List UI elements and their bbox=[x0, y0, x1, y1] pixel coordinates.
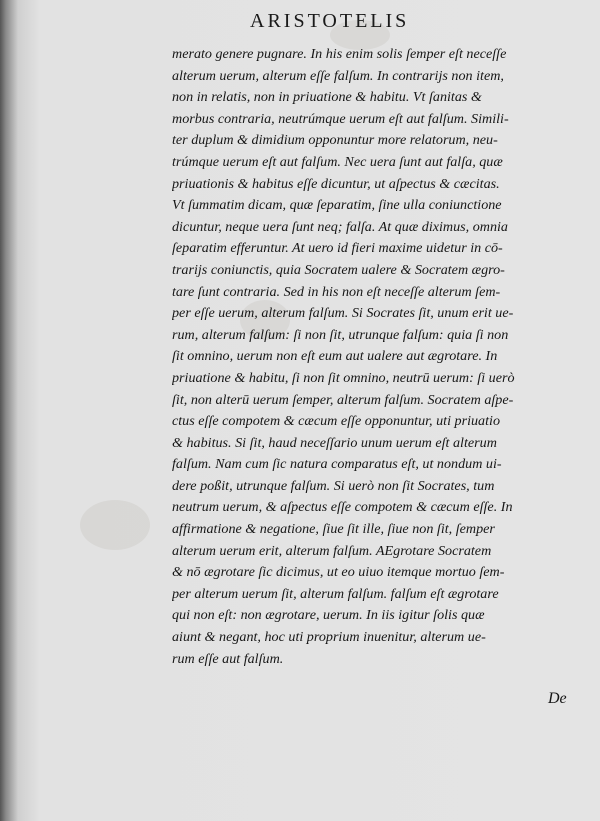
text-line: trúmque uerum eſt aut falſum. Nec uera ſunt aut falſa, quæ bbox=[172, 153, 503, 170]
text-line: aiunt & negant, hoc uti proprium inuenitur, alterum ue- bbox=[172, 629, 486, 646]
text-line: Vt ſummatim dicam, quæ ſeparatim, ſine ulla coniunctione bbox=[172, 197, 502, 214]
catchword: De bbox=[548, 690, 567, 707]
text-line: per eſſe uerum, alterum falſum. Si Socrates ſit, unum erit ue- bbox=[172, 305, 514, 322]
text-line: tare ſunt contraria. Sed in his non eſt neceſſe alterum ſem- bbox=[172, 283, 501, 300]
text-line: alterum uerum, alterum eſſe falſum. In contrarijs non item, bbox=[172, 67, 504, 84]
text-line: alterum uerum erit, alterum falſum. AEgrotare Socratem bbox=[172, 542, 492, 559]
text-line: ſit omnino, uerum non eſt eum aut ualere aut ægrotare. In bbox=[172, 348, 498, 365]
text-line: per alterum uerum ſit, alterum falſum. falſum eſt ægrotare bbox=[172, 585, 499, 602]
text-line: & nō ægrotare ſic dicimus, ut eo uiuo itemque mortuo ſem- bbox=[172, 564, 505, 581]
text-line: merato genere pugnare. In his enim solis ſemper eſt neceſſe bbox=[172, 46, 507, 62]
text-line: rum eſſe aut falſum. bbox=[172, 650, 284, 667]
text-line: morbus contraria, neutrúmque uerum eſt aut falſum. Simili- bbox=[172, 110, 509, 127]
text-line: non in relatis, non in priuatione & habitu. Vt ſanitas & bbox=[172, 89, 482, 106]
text-line: priuationis & habitus eſſe dicuntur, ut aſpectus & cæcitas. bbox=[172, 175, 500, 192]
text-line: priuatione & habitu, ſi non ſit omnino, neutrū uerum: ſi uerò bbox=[172, 369, 515, 386]
text-line: dere poßit, utrunque falſum. Si uerò non ſit Socrates, tum bbox=[172, 477, 495, 494]
text-line: neutrum uerum, & aſpectus eſſe compotem & cæcum eſſe. In bbox=[172, 499, 513, 516]
text-line: qui non eſt: non ægrotare, uerum. In iis igitur ſolis quæ bbox=[172, 607, 485, 624]
text-line: falſum. Nam cum ſic natura comparatus eſt, ut nondum ui- bbox=[172, 456, 502, 473]
text-line: dicuntur, neque uera ſunt neq; falſa. At quæ diximus, omnia bbox=[172, 218, 508, 235]
text-line: rum, alterum falſum: ſi non ſit, utrunque falſum: quia ſi non bbox=[172, 326, 509, 343]
text-line: trarijs coniunctis, quia Socratem ualere & Socratem ægro- bbox=[172, 261, 505, 278]
text-line: ſeparatim efferuntur. At uero id fieri maxime uidetur in cō- bbox=[172, 240, 503, 257]
paper-stain bbox=[80, 500, 150, 550]
text-line: ſit, non alterū uerum ſemper, alterum falſum. Socratem aſpe- bbox=[172, 391, 514, 408]
text-line: ter duplum & dimidium opponuntur more relatorum, neu- bbox=[172, 132, 498, 149]
text-line: ctus eſſe compotem & cæcum eſſe opponuntur, uti priuatio bbox=[172, 413, 500, 430]
text-line: & habitus. Si ſit, haud neceſſario unum uerum eſt alterum bbox=[172, 434, 497, 451]
running-header: ARISTOTELIS bbox=[250, 10, 410, 32]
text-block bbox=[172, 44, 572, 670]
text-line: affirmatione & negatione, ſiue ſit ille, ſiue non ſit, ſemper bbox=[172, 521, 495, 538]
